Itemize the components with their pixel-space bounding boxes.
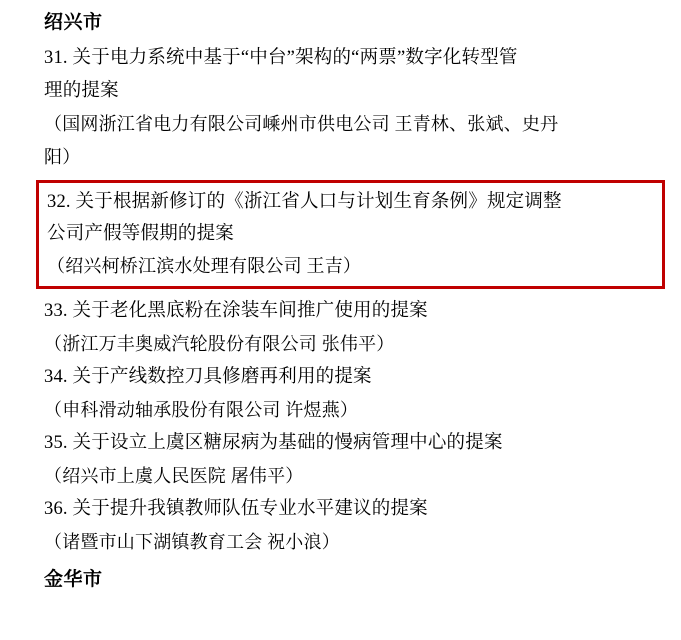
proposal-title-line: 34. 关于产线数控刀具修磨再利用的提案 bbox=[44, 367, 372, 387]
proposal-title-line: 理的提案 bbox=[44, 81, 119, 101]
proposal-entry bbox=[44, 361, 657, 427]
proposal-title-line: 33. 关于老化黑底粉在涂装车间推广使用的提案 bbox=[44, 301, 428, 321]
proposal-source-line: （浙江万丰奥威汽轮股份有限公司 张伟平） bbox=[44, 334, 395, 354]
proposal-source-line: 阳） bbox=[44, 147, 81, 167]
proposal-source-line: （申科滑动轴承股份有限公司 许煜燕） bbox=[44, 400, 359, 420]
section-heading-jinhua: 金华市 bbox=[44, 569, 103, 590]
proposal-title-line: 公司产假等假期的提案 bbox=[47, 224, 235, 244]
proposal-title-line: 32. 关于根据新修订的《浙江省人口与计划生育条例》规定调整 bbox=[47, 192, 562, 212]
proposal-source-line: （绍兴柯桥江滨水处理有限公司 王吉） bbox=[47, 256, 362, 276]
proposal-source-line: （国网浙江省电力有限公司嵊州市供电公司 王青林、张斌、史丹 bbox=[44, 114, 559, 134]
proposal-entry bbox=[44, 42, 657, 174]
highlighted-proposal-entry bbox=[36, 180, 665, 289]
proposal-entry bbox=[44, 427, 657, 493]
section-heading-shaoxing: 绍兴市 bbox=[44, 12, 103, 33]
proposal-title-line: 36. 关于提升我镇教师队伍专业水平建议的提案 bbox=[44, 499, 428, 519]
proposal-source-line: （绍兴市上虞人民医院 屠伟平） bbox=[44, 466, 304, 486]
proposal-title-line: 31. 关于电力系统中基于“中台”架构的“两票”数字化转型管 bbox=[44, 48, 518, 68]
proposal-source-line: （诸暨市山下湖镇教育工会 祝小浪） bbox=[44, 532, 340, 552]
proposal-title-line: 35. 关于设立上虞区糖尿病为基础的慢病管理中心的提案 bbox=[44, 433, 503, 453]
proposal-entry bbox=[44, 493, 657, 559]
proposal-entry bbox=[44, 295, 657, 361]
